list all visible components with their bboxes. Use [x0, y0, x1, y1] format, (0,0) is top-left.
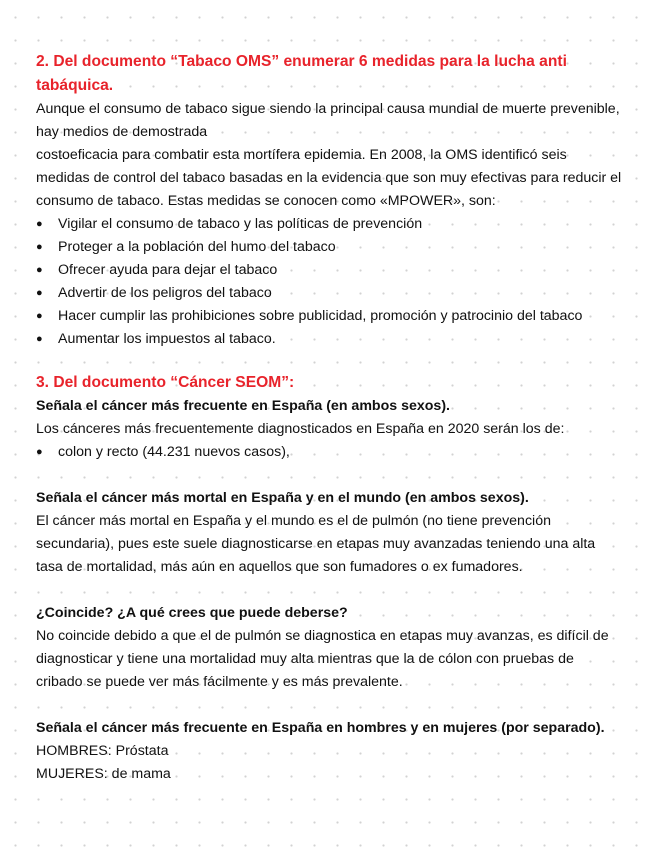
list-item: ● Aumentar los impuestos al tabaco. — [36, 328, 636, 351]
section2-intro — [36, 98, 636, 213]
answer-line: tasa de mortalidad, más aún en aquellos que son fumadores o ex fumadores. — [36, 559, 523, 575]
answer-men: HOMBRES: Próstata — [36, 743, 169, 759]
list-item: ● Hacer cumplir las prohibiciones sobre publicidad, promoción y patrocinio del tabaco — [36, 305, 636, 328]
section2-heading — [36, 50, 636, 98]
section2-heading-line1: 2. Del documento “Tabaco OMS” enumerar 6 medidas para la lucha anti — [36, 53, 567, 70]
answer-line: diagnosticar y tiene una mortalidad muy alta mientras que la de cólon con pruebas de — [36, 651, 574, 667]
list-item: ● Advertir de los peligros del tabaco — [36, 282, 636, 305]
list-item: ● Ofrecer ayuda para dejar el tabaco — [36, 259, 636, 282]
intro-line: medidas de control del tabaco basadas en la evidencia que son muy efectivas para reducir el — [36, 170, 622, 186]
question-coincide: ¿Coincide? ¿A qué crees que puede deberse? — [36, 605, 348, 621]
list-item: ● Proteger a la población del humo del tabaco — [36, 236, 636, 259]
answer-line: secundaria), pues este suele diagnosticarse en etapas muy avanzadas teniendo una alta — [36, 536, 596, 552]
document-content — [36, 50, 636, 786]
question-by-sex: Señala el cáncer más frecuente en España en hombres y en mujeres (por separado). — [36, 720, 605, 736]
mpower-measures-list — [36, 213, 636, 351]
section2-heading-line2: tabáquica. — [36, 77, 114, 94]
intro-line: consumo de tabaco. Estas medidas se conocen como «MPOWER», son: — [36, 193, 496, 209]
answer-most-frequent: Los cánceres más frecuentemente diagnosticados en España en 2020 serán los de: — [36, 421, 565, 437]
answer-coincide — [36, 625, 636, 694]
section3-heading: 3. Del documento “Cáncer SEOM”: — [36, 374, 295, 391]
answer-line: No coincide debido a que el de pulmón se diagnostica en etapas muy avanzas, es difícil de — [36, 628, 609, 644]
list-item: ● Vigilar el consumo de tabaco y las políticas de prevención — [36, 213, 636, 236]
intro-line: Aunque el consumo de tabaco sigue siendo la principal causa mundial de muerte prevenible, — [36, 101, 620, 117]
answer-women: MUJERES: de mama — [36, 766, 171, 782]
answer-most-deadly — [36, 510, 636, 579]
most-frequent-list — [36, 441, 636, 464]
question-most-frequent: Señala el cáncer más frecuente en España (en ambos sexos). — [36, 398, 450, 414]
question-most-deadly: Señala el cáncer más mortal en España y en el mundo (en ambos sexos). — [36, 490, 529, 506]
intro-line: costoeficacia para combatir esta mortífera epidemia. En 2008, la OMS identificó seis — [36, 147, 567, 163]
answer-line: El cáncer más mortal en España y el mundo es el de pulmón (no tiene prevención — [36, 513, 551, 529]
list-item: ● colon y recto (44.231 nuevos casos), — [36, 441, 636, 464]
answer-line: cribado se puede ver más fácilmente y es más prevalente. — [36, 674, 403, 690]
intro-line: hay medios de demostrada — [36, 124, 208, 140]
